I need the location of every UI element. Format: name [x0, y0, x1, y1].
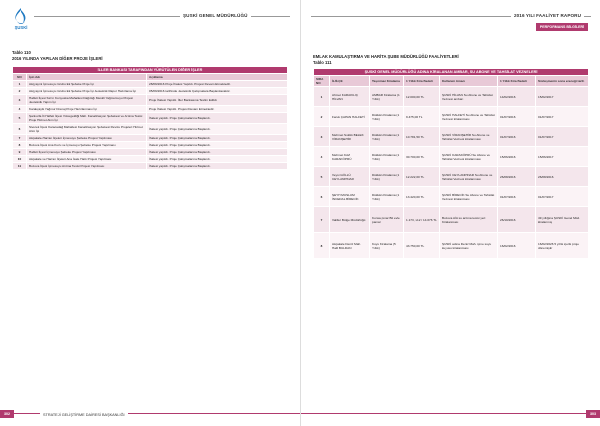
row-number: 3 — [13, 95, 27, 106]
row-number: 1 — [13, 81, 27, 88]
footer-text: STRATEJİ GELİŞTİRME DAİRESİ BAŞKANLIĞI — [40, 413, 128, 417]
table-row — [13, 142, 288, 149]
table-row — [13, 156, 288, 163]
row-number: 1 — [314, 87, 330, 107]
usage-purpose: ŞUSKİ BİRECİK Su Abone ve Tahsilat Veznesi kiralanması — [440, 187, 498, 207]
project-description: Proje İhalesi Yapıldı. Projesi Devam Etmektedir. — [147, 106, 288, 113]
owner-location: Mehmet KAZ KARAKÖPRÜ — [330, 147, 370, 167]
column-header-row — [13, 74, 288, 81]
project-name: Bozova İlçesi Ana Kuzu ve İçmesuyu Şebeke Projesi Yapılması — [27, 142, 147, 149]
col-no-header: NO — [13, 74, 27, 81]
page-number: 302 — [0, 410, 14, 418]
project-name: Akçakale-Harran İlçeleri İçmesuyu Şebeke Projesi Yapılması — [27, 135, 147, 142]
project-name: Akçyaymi İçmesuyu Grubu Ek Şebeke Proje İşi Jeoteknik Rapor Hazırlama İşi — [27, 88, 147, 95]
usage-purpose: ŞUSKİ VİRANŞEHİR Su Abone ve Tahsilat Veznesi kiralanması — [440, 127, 498, 147]
owner-location: ŞEYH MUSLUM İNCEDAL BİRECİK — [330, 187, 370, 207]
row-number: 6 — [13, 124, 27, 135]
usage-purpose: ŞUSKİ adına Deniz Mah. içme suyu kuyusu kiralanması — [440, 233, 498, 259]
table-title: EMLAK KAMULAŞTIRMA VE HARİTA ŞUBE MÜDÜRLÜĞÜ FAALİYETLERİ — [313, 54, 459, 59]
project-name: Halfeti İlçesi İçmesuyu Şebeke Projesi Yapılması — [27, 149, 147, 156]
row-number: 4 — [314, 147, 330, 167]
col-kullanim-amaci: Kullanım Amacı — [440, 76, 498, 87]
contract-end: 26/08/2016 — [536, 167, 589, 187]
project-description: 28/09/2016 Proje İhalesi Yapıldı. Projesi Devam Etmektedir. — [147, 81, 288, 88]
project-description: İhalesi yapıldı. Proje Çalışmalarına Başlandı. — [147, 156, 288, 163]
total-box — [370, 259, 440, 266]
project-name: Akçakale ve Harran İlçeleri Ana İsale Hattı Projesi Yapılması — [27, 156, 147, 163]
annual-rent: 10.781,50 TL — [404, 127, 440, 147]
table-row — [314, 187, 589, 207]
projects-table — [12, 66, 288, 170]
property-type: Dükkân Kiralama (1 Yıllık) — [370, 167, 404, 187]
table-banner: ŞUSKİ GENEL MÜDÜRLÜĞÜ ADINA KİRALANAN AMBAR, SU ABONE VE TAHSİLAT VEZNELERİ — [314, 69, 589, 76]
table-row — [13, 124, 288, 135]
property-type: AMBAR Kiralama (1 Yıllık) — [370, 87, 404, 107]
table-row — [13, 95, 288, 106]
suski-logo-icon — [10, 6, 32, 32]
right-page — [300, 0, 600, 426]
project-description: İhalesi yapıldı. Proje Çalışmalarına Başlandı. — [147, 135, 288, 142]
row-number: 3 — [314, 127, 330, 147]
annual-rent: 12.000,00 TL — [404, 87, 440, 107]
property-type: Dükkân Kiralama (1 Yıllık) — [370, 127, 404, 147]
row-number: 6 — [314, 187, 330, 207]
start-date: 15/06/2016 — [498, 147, 536, 167]
col-sira-no: SIRA NO — [314, 76, 330, 87]
annual-rent: 30.700,00 TL — [404, 147, 440, 167]
row-number: 2 — [13, 88, 27, 95]
section-badge: PERFORMANS BİLGİLERİ — [536, 23, 588, 31]
header-line — [34, 16, 290, 17]
logo-text: ŞUSKİ — [14, 25, 28, 30]
table-row — [314, 167, 589, 187]
table-row — [13, 163, 288, 170]
table-row — [314, 127, 589, 147]
footer-line — [301, 413, 587, 414]
table-row — [314, 147, 589, 167]
table-row — [13, 106, 288, 113]
table-row — [13, 88, 288, 95]
property-type: Dükkân Kiralama (1 Yıllık) — [370, 147, 404, 167]
table-title: 2016 YILINDA YAPILAN DİĞER PROJE İŞLERİ — [12, 55, 103, 61]
usage-purpose: ŞUSKİ HALFETİ Su Abone ve Tahsilat Veznesi kiralanması — [440, 107, 498, 127]
row-number: 8 — [13, 142, 27, 149]
project-description: İhalesi yapıldı. Proje Çalışmalarına Başlandı. — [147, 149, 288, 156]
project-description: İhalesi yapıldı. Proje Çalışmalarına Başlandı. — [147, 124, 288, 135]
row-number: 7 — [314, 207, 330, 233]
project-description: İhalesi yapıldı. Proje Çalışmalarına Başlandı. — [147, 142, 288, 149]
table-row — [13, 113, 288, 124]
project-name: Akçyaymi İçmesuyu Grubu Ek Şebeke Proje İşi — [27, 81, 147, 88]
project-name: Bozova İlçesi İçmesuyu Arıtma Tesisi Projesi Yapılması — [27, 163, 147, 170]
start-date: 16/02/2016 — [498, 233, 536, 259]
contract-end: 15/02/2017 — [536, 87, 589, 107]
table-number: Tablo 110 — [12, 50, 31, 55]
contract-end: 01/07/2017 — [536, 127, 589, 147]
start-date: 26/08/2016 — [498, 167, 536, 187]
property-type: Dükkân Kiralama (1 Yıllık) — [370, 107, 404, 127]
table-row — [314, 87, 589, 107]
table-row — [13, 135, 288, 142]
usage-purpose: ŞUSKİ KARAKÖPRÜ Su Abone ve Tahsilat Veznesi kiralanması — [440, 147, 498, 167]
row-number: 9 — [13, 149, 27, 156]
contract-end: 15/06/2017 — [536, 147, 589, 167]
property-type: Dükkân Kiralama (1 Yıllık) — [370, 187, 404, 207]
owner-location: Ahmet KARAKILIÇ HİLVAN — [330, 87, 370, 107]
project-description: İhalesi yapıldı. Proje Çalışmalarına Başlandı. — [147, 113, 288, 124]
col-kira-bedeli-2: 1 Yıllık Kira Bedeli — [498, 76, 536, 87]
row-number: 8 — [314, 233, 330, 259]
project-name: Şanlıurfa İli Halfeti İlçesi Yolcegeldiği Mah. Kanalizasyon Şebekesi ve Arıtma Tesisi Proje Hizmet Alım İşi — [27, 113, 147, 124]
usage-purpose: ŞUSKİ HİLVAN Su Abone ve Tahsilat Veznesi ambarı — [440, 87, 498, 107]
property-type: Kuyu Kiralama (5 Yıllık) — [370, 233, 404, 259]
col-name-header: İşin Adı — [27, 74, 147, 81]
contract-end: 01/07/2017 — [536, 107, 589, 127]
table-row — [314, 233, 589, 259]
table-banner: İLLER BANKASI TARAFINDAN YÜRÜTÜLEN DİĞER İŞLER — [13, 67, 288, 74]
start-date: 26/10/2016 — [498, 207, 536, 233]
owner-location: Valiller Bölge Müdürlüğü — [330, 207, 370, 233]
table-row — [13, 149, 288, 156]
owner-location: Veysi GÖLLÜ CEYLANPINAR — [330, 167, 370, 187]
owner-location: Akçakale Deniz Mah. Halil BULDAN — [330, 233, 370, 259]
property-type: Konsa pınar Bit evle pamal — [370, 207, 404, 233]
owner-location: Faruk ÇAPAN HALFETİ — [330, 107, 370, 127]
annual-rent: 9.475,00 TL — [404, 107, 440, 127]
project-description: 05/09/2016 tarihinde Jeoteknik Çalışmalara Başlanılacaktır. — [147, 88, 288, 95]
usage-purpose: ŞUSKİ CEYLANPINAR Su Abone ve Tahsilat Veznesi kiralanması — [440, 167, 498, 187]
row-number: 5 — [314, 167, 330, 187]
start-date: 01/07/2016 — [498, 187, 536, 207]
col-sozlesme-sonu: Sözleşmenin sona ereceği tarih — [536, 76, 589, 87]
total-row — [314, 259, 589, 266]
total-value: 167.398,00 TL — [402, 260, 425, 264]
start-date: 01/07/2016 — [498, 127, 536, 147]
header-title: 2016 YILI FAALİYET RAPORU — [511, 13, 584, 18]
column-header-row — [314, 76, 589, 87]
start-date: 14/02/2016 — [498, 87, 536, 107]
annual-rent: 13.420,00 TL — [404, 187, 440, 207]
annual-rent: 12.222,00 TL — [404, 167, 440, 187]
total-label: TOPLAM : — [384, 260, 402, 264]
annual-rent: 1.173, x12 / 14.076 TL — [404, 207, 440, 233]
annual-rent: 43.750,00 TL — [404, 233, 440, 259]
project-description: İhalesi yapıldı. Proje Çalışmalarına Başlandı. — [147, 163, 288, 170]
row-number: 7 — [13, 135, 27, 142]
table-row — [314, 207, 589, 233]
project-description: Proje İhalesi Yapıldı. İller Bankasına Teslim Edildi. — [147, 95, 288, 106]
project-name: Karakçayik Yağmur Drenaj Proje Hazırlanması İşi — [27, 106, 147, 113]
contract-end: 49 yıllığına ŞUSKİ Genel Müd. kiralanmış — [536, 207, 589, 233]
col-il-ilce: İL/İLÇE — [330, 76, 370, 87]
header-title: ŞUSKİ GENEL MÜDÜRLÜĞÜ — [180, 13, 251, 18]
contract-end: 16/02/2026 5 yıllık içerik proje dönemiştir — [536, 233, 589, 259]
table-row — [13, 81, 288, 88]
col-kira-bedeli: 1 Yıllık Kira Bedeli — [404, 76, 440, 87]
row-number: 11 — [13, 163, 27, 170]
usage-purpose: Bozova AİA su arıtma tesisi yeri Kiralanması — [440, 207, 498, 233]
page-number: 303 — [586, 410, 600, 418]
table-number: Tablo 111 — [313, 59, 332, 65]
contract-end: 01/07/2017 — [536, 187, 589, 207]
project-name: Halfeti İlçesi Sırrın Konyuska Mahallesi Dağıttığı Meskli Yağmursuyu Projesi Jeoteknik Yapım İşi — [27, 95, 147, 106]
table-caption — [313, 54, 459, 65]
col-tasinmaz: Taşınmaz Kiralama — [370, 76, 404, 87]
rentals-table — [313, 68, 589, 266]
table-caption — [12, 50, 103, 61]
project-name: Siverek İlçesi Karacadağ Mahallesi Kanalizasyon Şebekesi Revize Projeleri Hizmet Alım İşi — [27, 124, 147, 135]
table-row — [314, 107, 589, 127]
owner-location: Mehmet Sıddık BELEK VİRANŞEHİR — [330, 127, 370, 147]
row-number: 10 — [13, 156, 27, 163]
col-desc-header: Açıklama — [147, 74, 288, 81]
row-number: 5 — [13, 113, 27, 124]
start-date: 01/07/2016 — [498, 107, 536, 127]
row-number: 2 — [314, 107, 330, 127]
row-number: 4 — [13, 106, 27, 113]
